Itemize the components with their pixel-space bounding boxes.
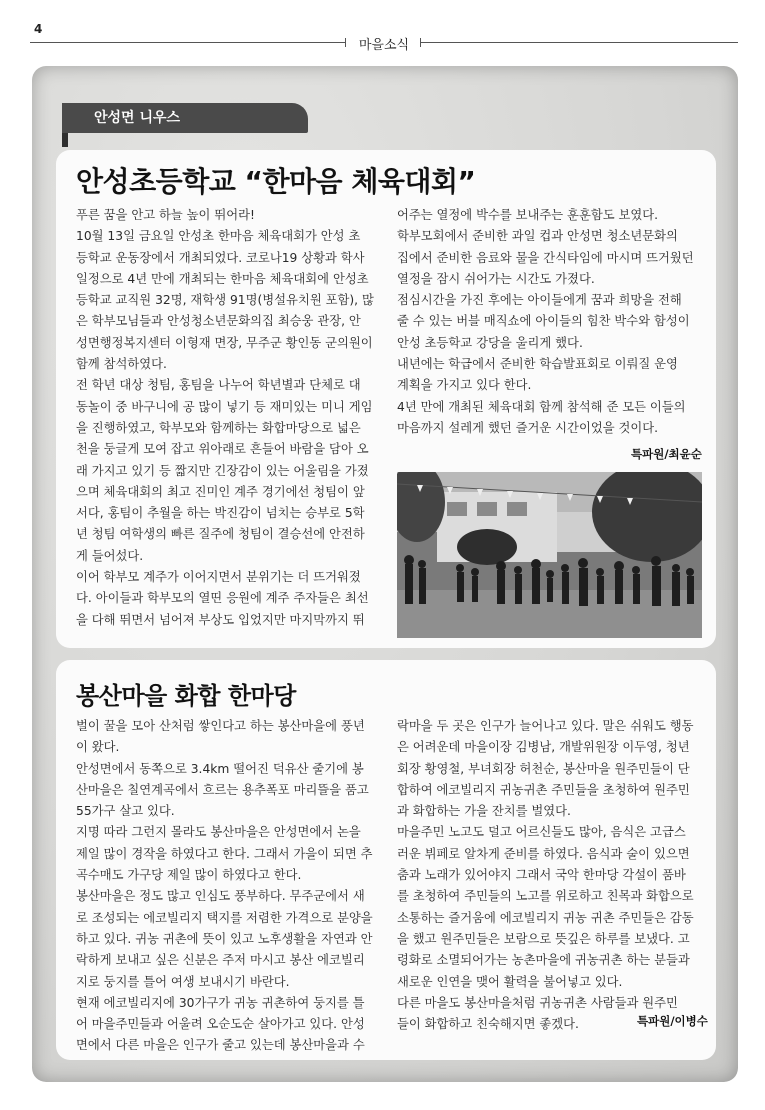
text-line: 소통하는 즐거움에 에코빌리지 귀농 귀촌 주민들은 감동 <box>397 910 694 925</box>
text-line: 을 다해 뛰면서 넘어져 부상도 입었지만 마지막까지 뛰 <box>76 612 365 627</box>
text-line: 집에서 준비한 음료와 물을 간식타임에 마시며 뜨거웠던 <box>397 250 694 265</box>
section-label: 마을소식 <box>358 38 410 53</box>
text-line: 락마을 두 곳은 인구가 늘어나고 있다. 말은 쉬워도 행동 <box>397 719 694 733</box>
text-line: 게 들어섰다. <box>76 548 144 563</box>
text-line: 성면행정복지센터 이형재 면장, 무주군 황인동 군의원이 <box>76 335 373 350</box>
text-line: 년 청팀 여학생의 빠른 질주에 청팀이 결승선에 안전하 <box>76 527 365 542</box>
text-line: 줄 수 있는 버블 매직쇼에 아이들의 힘찬 박수와 함성이 <box>397 314 690 329</box>
article-1-column-2 <box>397 205 703 439</box>
text-line: 곡수매도 가구당 제일 많이 하였다고 한다. <box>76 868 302 883</box>
text-line: 러운 뷔페로 알차게 준비를 하였다. 음식과 술이 있으면 <box>397 846 690 861</box>
text-line: 현재 에코빌리지에 30가구가 귀농 귀촌하여 둥지를 틀 <box>76 995 365 1010</box>
text-line: 어주는 열정에 박수를 보내주는 훈훈함도 보였다. <box>397 208 659 222</box>
text-line: 등학교 교직원 32명, 재학생 91명(병설유치원 포함), 많 <box>76 293 374 308</box>
page-number: 4 <box>34 22 43 36</box>
text-line: 안성면에서 동쪽으로 3.4km 떨어진 덕유산 줄기에 봉 <box>76 761 364 776</box>
article-2-title: 봉산마을 화합 한마당 <box>76 682 296 710</box>
text-line: 지명 따라 그런지 몰라도 봉산마을은 안성면에서 논을 <box>76 825 361 840</box>
text-line: 하고 있다. 귀농 귀촌에 뜻이 있고 노후생활을 자연과 안 <box>76 931 373 946</box>
text-line: 지로 둥지를 틀어 여생 보내시기 바란다. <box>76 974 290 989</box>
text-line: 55가구 살고 있다. <box>76 804 175 819</box>
text-line: 들이 화합하고 친숙해지면 좋겠다. <box>397 1017 579 1032</box>
text-line: 서다, 홍팀이 추월을 하는 박진감이 넘치는 승부로 5학 <box>76 506 365 521</box>
article-2-column-1 <box>76 716 388 1057</box>
text-line: 회장 황영철, 부녀회장 허천순, 봉산마을 원주민들이 단 <box>397 761 690 776</box>
section-tag-fold <box>62 133 68 147</box>
header-rule-left <box>30 42 346 43</box>
text-line: 으며 체육대회의 최고 진미인 계주 경기에선 청팀이 앞 <box>76 484 365 499</box>
article-2-byline: 특파원/이병수 <box>637 1014 708 1028</box>
text-line: 4년 만에 개최된 체육대회 함께 참석해 준 모든 이들의 <box>397 399 686 414</box>
text-line: 전 학년 대상 청팀, 홍팀을 나누어 학년별과 단체로 대 <box>76 378 361 393</box>
text-line: 벌이 꿀을 모아 산처럼 쌓인다고 하는 봉산마을에 풍년 <box>76 719 365 733</box>
text-line: 과 화합하는 가을 잔치를 벌였다. <box>397 804 571 819</box>
text-line: 은 어려운데 마을이장 김병남, 개발위원장 이두영, 청년 <box>397 740 690 755</box>
text-line: 함께 참석하였다. <box>76 357 167 372</box>
header-rule-right <box>420 42 738 43</box>
text-line: 합하여 에코빌리지 귀농귀촌 주민들을 초청하여 원주민 <box>397 782 690 797</box>
text-line: 열정을 잠시 쉬어가는 시간도 가졌다. <box>397 271 595 286</box>
text-line: 마을주민 노고도 덜고 어르신들도 많아, 음식은 고급스 <box>397 825 686 840</box>
article-1-byline: 특파원/최윤순 <box>631 447 702 461</box>
text-line: 을 진행하였고, 학부모와 함께하는 화합마당으로 넓은 <box>76 420 361 435</box>
text-line: 이 왔다. <box>76 740 120 755</box>
text-line: 10월 13일 금요일 안성초 한마음 체육대회가 안성 초 <box>76 229 361 244</box>
text-line: 어 마을주민들과 어울려 오순도순 살아가고 있다. 안성 <box>76 1017 365 1032</box>
text-line: 새로운 인연을 맺어 활력을 불어넣고 있다. <box>397 974 623 989</box>
text-line: 춤과 노래가 있어야지 그래서 국악 한마당 각설이 품바 <box>397 868 686 883</box>
section-tag: 안성면 니우스 <box>62 103 308 133</box>
text-line: 을 했고 원주민들은 보람으로 뜻깊은 하루를 보냈다. 고 <box>397 931 690 946</box>
text-line: 일정으로 4년 만에 개최되는 한마음 체육대회에 안성초 <box>76 271 369 286</box>
text-line: 이어 학부모 계주가 이어지면서 분위기는 더 뜨거워졌 <box>76 570 361 585</box>
text-line: 천을 둥글게 모여 잡고 위아래로 흔들어 바람을 담아 오 <box>76 442 369 457</box>
text-line: 령화로 소멸되어가는 농촌마을에 귀농귀촌 하는 분들과 <box>397 953 690 968</box>
text-line: 로 조성되는 에코빌리지 택지를 저렴한 가격으로 분양을 <box>76 910 373 925</box>
text-line: 면에서 다른 마을은 인구가 줄고 있는데 봉산마을과 수 <box>76 1038 365 1053</box>
text-line: 푸른 꿈을 안고 하늘 높이 뛰어라! <box>76 208 255 222</box>
article-1-photo <box>397 472 702 638</box>
article-1-column-1 <box>76 205 388 631</box>
text-line: 래 가지고 있기 등 짧지만 긴장감이 있는 어울림을 가졌 <box>76 463 369 478</box>
text-line: 학부모회에서 준비한 과일 컵과 안성면 청소년문화의 <box>397 229 678 244</box>
text-line: 내년에는 학급에서 준비한 학습발표회로 이뤄질 운영 <box>397 357 678 372</box>
text-line: 동놀이 중 바구니에 공 많이 넣기 등 재미있는 미니 게임 <box>76 399 373 414</box>
text-line: 산마을은 칠연계곡에서 흐르는 용추폭포 마리뜰을 품고 <box>76 782 369 797</box>
text-line: 다. 아이들과 학부모의 열띤 응원에 계주 주자들은 최선 <box>76 591 369 606</box>
text-line: 은 학부모님들과 안성청소년문화의집 최승웅 관장, 안 <box>76 314 361 329</box>
text-line: 점심시간을 가진 후에는 아이들에게 꿈과 희망을 전해 <box>397 293 682 308</box>
text-line: 를 초청하여 주민들의 노고를 위로하고 친목과 화합으로 <box>397 889 694 904</box>
text-line: 봉산마을은 정도 많고 인심도 풍부하다. 무주군에서 새 <box>76 889 365 904</box>
text-line: 안성 초등학교 강당을 울리게 했다. <box>397 335 583 350</box>
text-line: 제일 많이 경작을 하였다고 한다. 그래서 가을이 되면 추 <box>76 846 373 861</box>
header-rule-cap-left <box>345 38 346 47</box>
article-1-title: 안성초등학교 “한마음 체육대회” <box>76 165 476 198</box>
text-line: 등학교 운동장에서 개최되었다. 코로나19 상황과 학사 <box>76 250 365 265</box>
sports-day-photo <box>397 472 702 638</box>
article-2-column-2 <box>397 716 703 1035</box>
text-line: 마음까지 설레게 했던 즐거운 시간이었을 것이다. <box>397 420 659 435</box>
text-line: 계획을 가지고 있다 한다. <box>397 378 532 393</box>
text-line: 다른 마을도 봉산마을처럼 귀농귀촌 사람들과 원주민 <box>397 995 678 1010</box>
text-line: 락하게 보내고 싶은 신분은 주저 마시고 봉산 에코빌리 <box>76 953 365 968</box>
